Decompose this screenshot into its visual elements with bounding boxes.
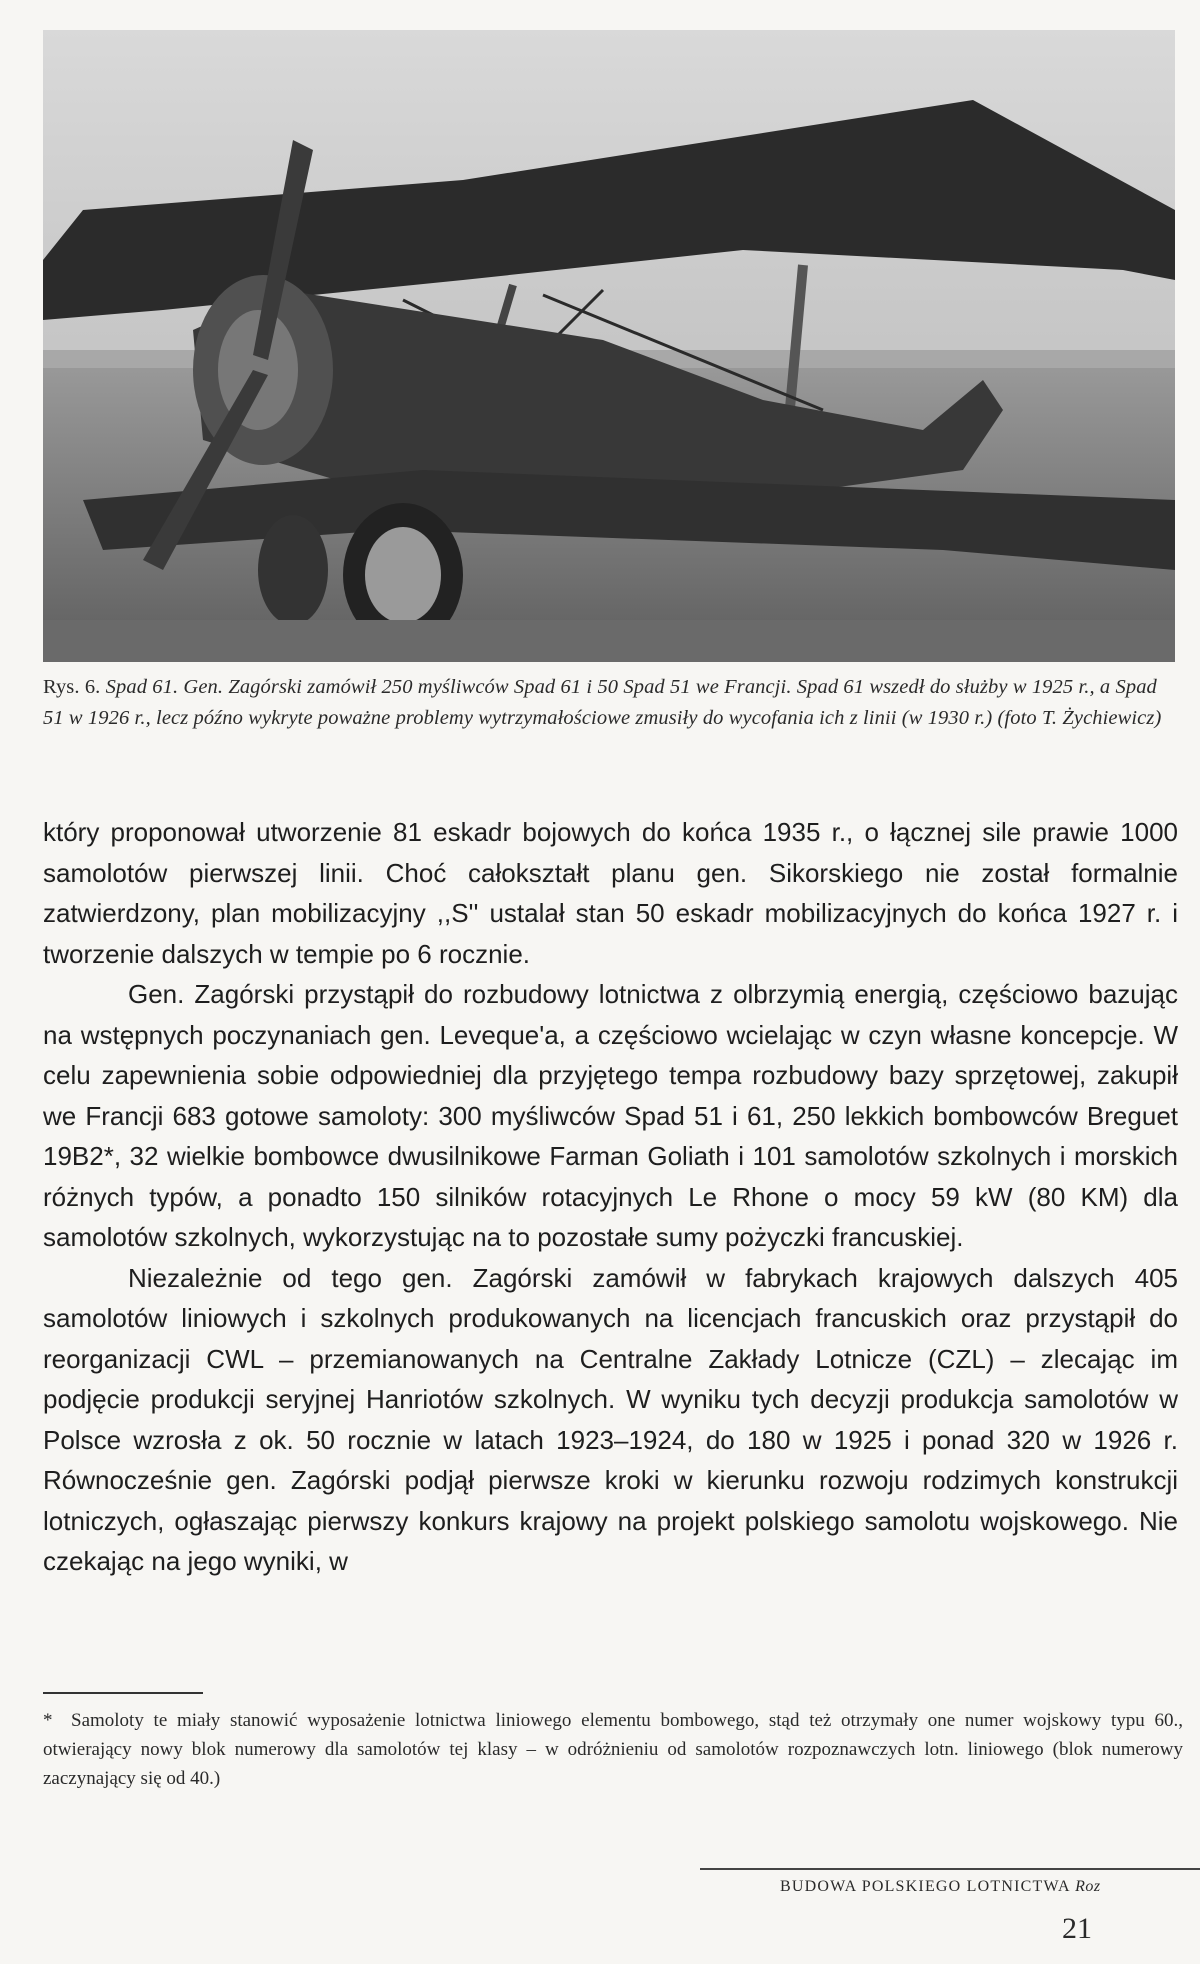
figure-caption-text: Spad 61. Gen. Zagórski zamówił 250 myśliwców Spad 61 i 50 Spad 51 we Francji. Spad 61 wszedł do służby w 1925 r., a Spad 51 w 1926 r., lecz późno wykryte poważne problemy wytrzymałościowe zmusiły do wycofania ich z linii (w 1930 r.) (foto T. Żychiewicz): [43, 676, 1162, 729]
main-text: [43, 812, 1178, 1582]
page-number: 21: [1062, 1912, 1092, 1945]
paragraph: Gen. Zagórski przystąpił do rozbudowy lotnictwa z olbrzymią energią, częściowo bazując na wstępnych poczynaniach gen. Leveque'a, a częściowo wcielając w czyn własne koncepcje. W celu zapewnienia sobie odpowiedniej dla przyjętego tempa rozbudowy bazy sprzętowej, zakupił we Francji 683 gotowe samoloty: 300 myśliwców Spad 51 i 61, 250 lekkich bombowców Breguet 19B2*, 32 wielkie bombowce dwusilnikowe Farman Goliath i 101 samolotów szkolnych i morskich różnych typów, a ponadto 150 silników rotacyjnych Le Rhone o mocy 59 kW (80 KM) dla samolotów szkolnych, wykorzystując na to pozostałe sumy pożyczki francuskiej.: [43, 979, 1178, 1252]
paragraph: który proponował utworzenie 81 eskadr bojowych do końca 1935 r., o łącznej sile prawie 1000 samolotów pierwszej linii. Choć całokształt planu gen. Sikorskiego nie został formalnie zatwierdzony, plan mobilizacyjny ,,S'' ustalał stan 50 eskadr mobilizacyjnych do końca 1927 r. i tworzenie dalszych w tempie po 6 rocznie.: [43, 817, 1178, 969]
running-head: [780, 1878, 1101, 1896]
paragraph: Niezależnie od tego gen. Zagórski zamówił w fabrykach krajowych dalszych 405 samolotów liniowych i szkolnych produkowanych na licencjach francuskich oraz przystąpił do reorganizacji CWL – przemianowanych na Centralne Zakłady Lotnicze (CZL) – zlecając im podjęcie produkcji seryjnej Hanriotów szkolnych. W wyniku tych decyzji produkcja samolotów w Polsce wzrosła z ok. 50 rocznie w latach 1923–1924, do 180 w 1925 i ponad 320 w 1926 r. Równocześnie gen. Zagórski podjął pierwsze kroki w kierunku rozwoju rodzimych konstrukcji lotniczych, ogłaszając pierwszy konkurs krajowy na projekt polskiego samolotu wojskowego. Nie czekając na jego wyniki, w: [43, 1262, 1178, 1576]
footnote-text: Samoloty te miały stanowić wyposażenie lotnictwa liniowego elementu bombowego, stąd też otrzymały one numer wojskowy typu 60., otwierający nowy blok numerowy dla samolotów tej klasy – w odróżnieniu od samolotów rozpoznawczych lotn. liniowego (blok numerowy zaczynający się od 40.): [43, 1710, 1183, 1789]
spad-61-biplane-image: [43, 30, 1175, 662]
biplane-photo: [43, 30, 1175, 662]
figure-caption: [43, 672, 1178, 734]
footnote-mark: *: [43, 1710, 53, 1731]
footnote: [43, 1706, 1183, 1793]
figure-caption-number: Rys. 6.: [43, 676, 101, 698]
footnote-separator: [43, 1692, 203, 1694]
running-head-text: BUDOWA POLSKIEGO LOTNICTWA: [780, 1878, 1070, 1895]
running-head-tail: Roz: [1075, 1878, 1101, 1895]
running-head-rule: [700, 1868, 1200, 1870]
